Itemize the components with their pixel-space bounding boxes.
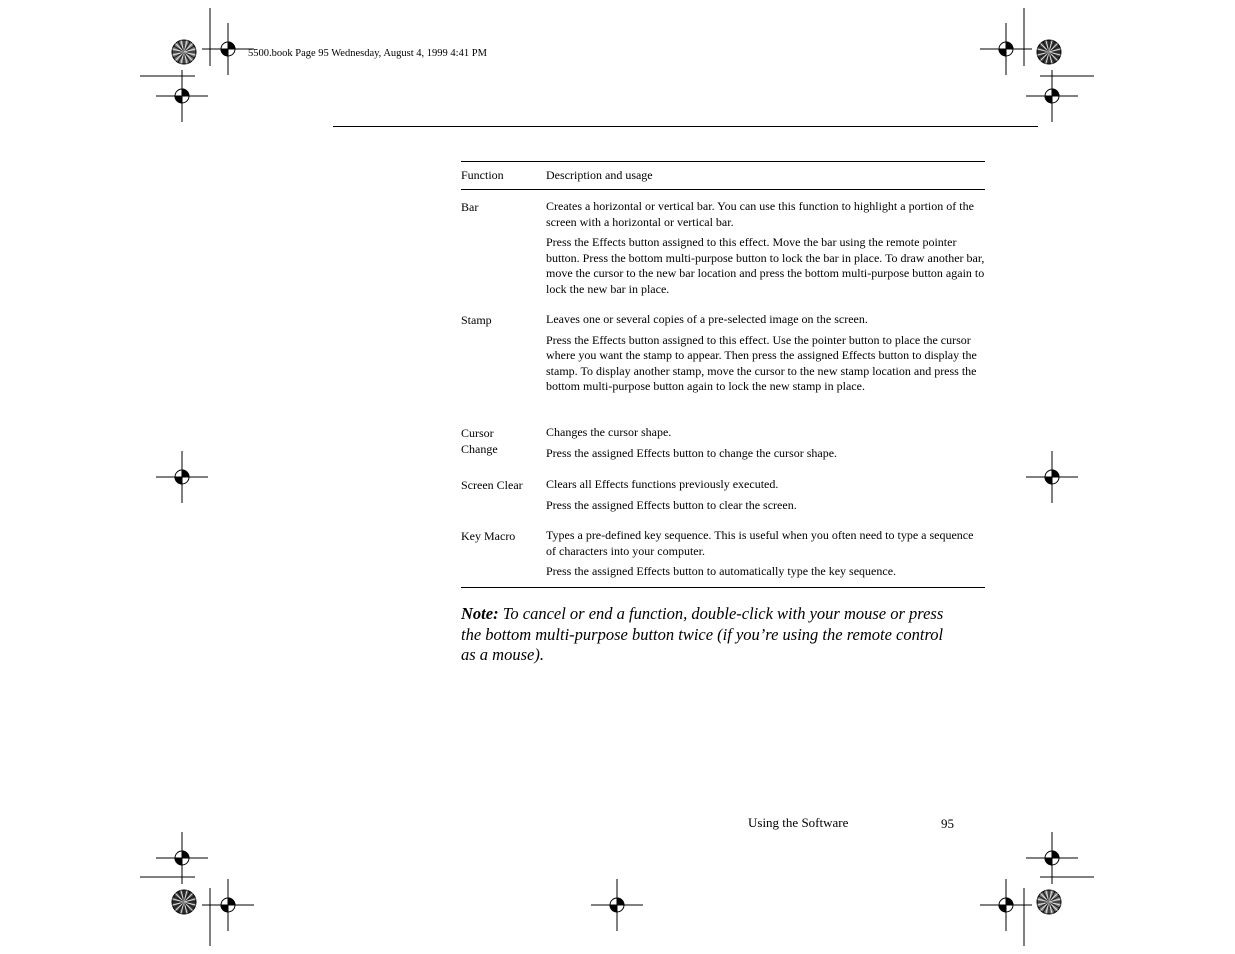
function-description	[546, 199, 986, 303]
usage-paragraph: Press the Effects button assigned to this effect. Use the pointer button to place the cursor where you want the stamp to appear. Then press the assigned Effects button to display the stamp. To display another stamp, move the cursor to the new stamp location and press the bottom multi-purpose button again to lock the new stamp in place.	[546, 332, 977, 394]
function-name: Stamp	[461, 313, 492, 327]
footer-section-title: Using the Software	[748, 815, 849, 830]
function-description	[546, 312, 986, 400]
table-header-rule	[461, 189, 985, 190]
usage-paragraph: Press the assigned Effects button to clear the screen.	[546, 497, 797, 512]
header-rule	[333, 126, 1038, 127]
color-bar-starburst-icon	[172, 40, 196, 64]
usage-paragraph: Press the Effects button assigned to this effect. Move the bar using the remote pointer button. Press the bottom multi-purpose button to lock the bar in place. To draw another bar, move the cursor to the new bar location and press the bottom multi-purpose button again to lock the new bar in place.	[546, 235, 985, 296]
description-paragraph: Changes the cursor shape.	[546, 425, 672, 439]
function-name: Key Macro	[461, 529, 516, 543]
registration-target-icon	[1026, 451, 1078, 503]
function-name: Screen Clear	[461, 478, 523, 492]
color-bar-starburst-icon	[1037, 890, 1061, 914]
function-name: Cursor Change	[461, 426, 498, 456]
description-paragraph: Clears all Effects functions previously executed.	[546, 477, 779, 491]
file-info-header: 5500.book Page 95 Wednesday, August 4, 1999 4:41 PM	[248, 48, 487, 59]
description-paragraph: Types a pre-defined key sequence. This is useful when you often need to type a sequence of characters into your computer.	[546, 528, 974, 558]
function-name: Bar	[461, 200, 479, 214]
color-bar-starburst-icon	[172, 890, 196, 914]
color-bar-starburst-icon	[1037, 40, 1061, 64]
function-description	[546, 425, 986, 466]
registration-target-icon	[591, 879, 643, 931]
usage-paragraph: Press the assigned Effects button to change the cursor shape.	[546, 445, 838, 460]
registration-target-icon	[156, 832, 208, 884]
description-paragraph: Creates a horizontal or vertical bar. You can use this function to highlight a portion of the screen with a horizontal or vertical bar.	[546, 199, 974, 229]
description-paragraph: Leaves one or several copies of a pre-selected image on the screen.	[546, 312, 868, 326]
function-description	[546, 528, 986, 585]
table-bottom-rule	[461, 587, 985, 588]
note-text: To cancel or end a function, double-click with your mouse or press the bottom multi-purpose button twice (if you’re using the remote control as a mouse).	[461, 604, 944, 664]
column-header-description: Description and usage	[546, 168, 653, 182]
function-description	[546, 477, 986, 518]
table-top-rule	[461, 161, 985, 162]
usage-paragraph: Press the assigned Effects button to automatically type the key sequence.	[546, 564, 897, 579]
note-label: Note:	[461, 604, 499, 623]
registration-target-icon	[1026, 70, 1078, 122]
registration-target-icon	[1026, 832, 1078, 884]
registration-target-icon	[156, 451, 208, 503]
column-header-function: Function	[461, 168, 504, 182]
note-paragraph	[461, 604, 961, 666]
page-number: 95	[941, 816, 954, 831]
registration-target-icon	[156, 70, 208, 122]
